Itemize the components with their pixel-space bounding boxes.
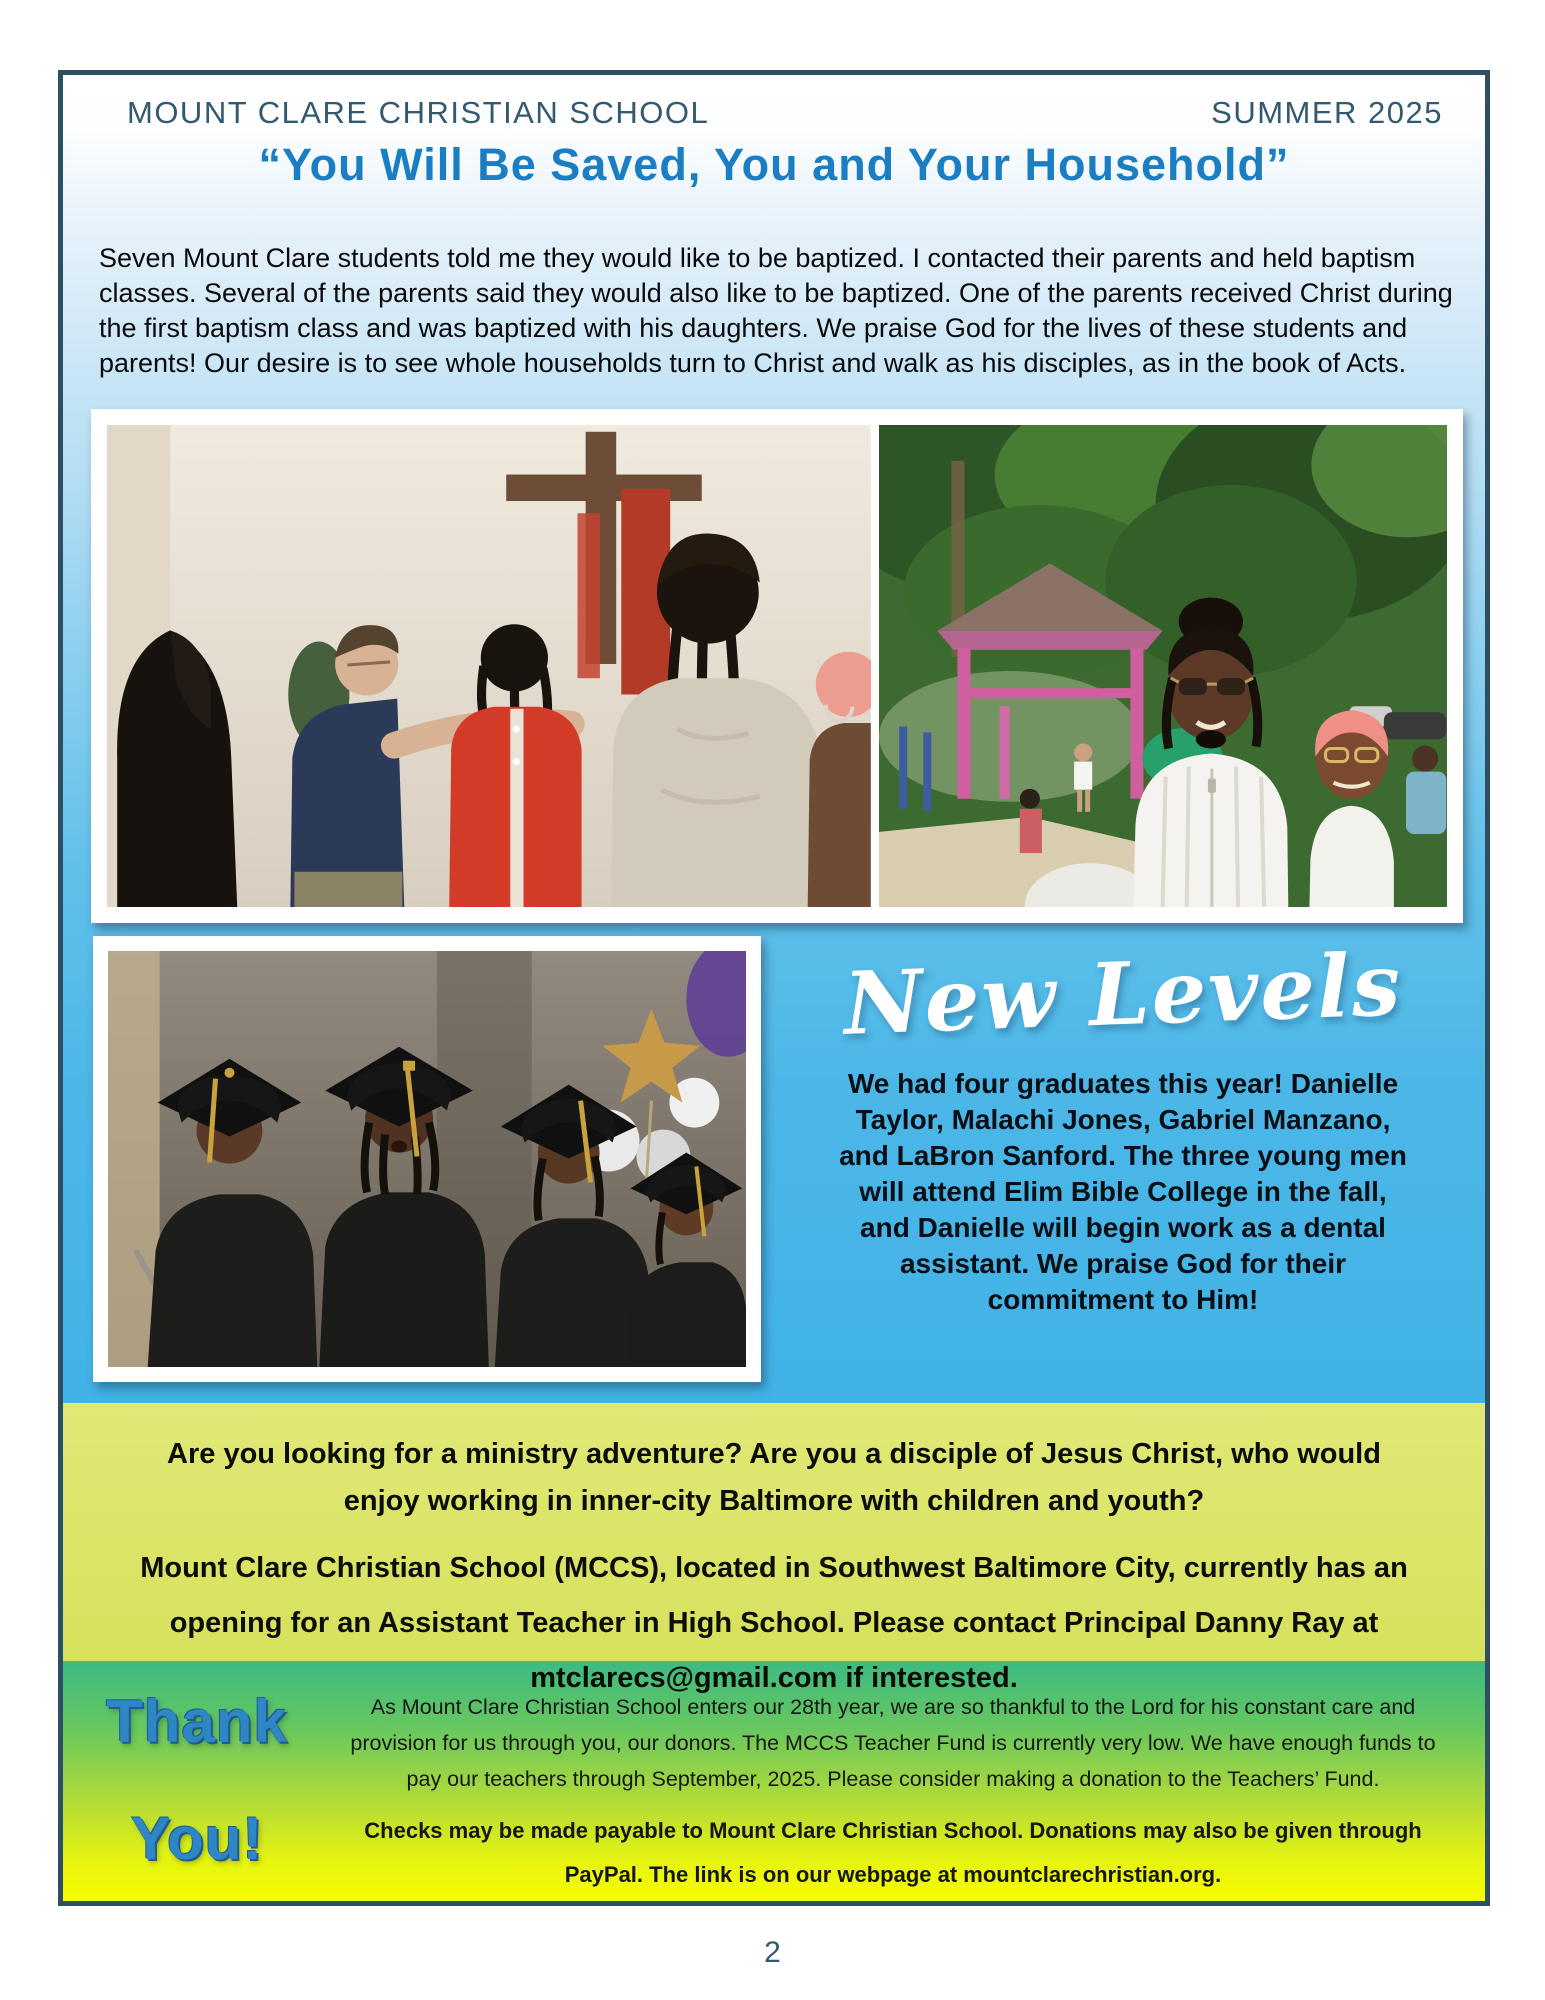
graduation-text-column bbox=[761, 936, 1485, 1382]
giving-instructions: Checks may be made payable to Mount Clare Christian School. Donations may also be given through PayPal. The link is on our webpage at mountclarechristian.org. bbox=[364, 1818, 1422, 1887]
baptism-class-photo-graphic bbox=[107, 425, 871, 907]
masthead bbox=[63, 75, 1485, 131]
baptism-outdoor-photo-graphic bbox=[879, 425, 1447, 907]
graduates-photo bbox=[93, 936, 761, 1382]
graduates-photo-graphic bbox=[108, 951, 746, 1367]
graduation-section bbox=[63, 936, 1485, 1382]
baptism-outdoor-photo bbox=[879, 425, 1447, 907]
thank-you-title bbox=[63, 1661, 331, 1901]
job-opening-details: Mount Clare Christian School (MCCS), located in Southwest Baltimore City, currently has an opening for an Assistant Teacher in High School. Please contact Principal Danny Ray at mtclarecs@gmail.com if interested. bbox=[140, 1552, 1408, 1694]
baptism-photo-collage bbox=[91, 409, 1463, 923]
job-opening-panel bbox=[63, 1403, 1485, 1694]
new-levels-heading: New Levels bbox=[842, 934, 1404, 1055]
issue-label: SUMMER 2025 bbox=[1211, 95, 1443, 130]
baptism-class-photo bbox=[107, 425, 871, 907]
ministry-question: Are you looking for a ministry adventure? Are you a disciple of Jesus Christ, who would enjoy working in inner-city Baltimore with children and youth? bbox=[167, 1438, 1381, 1517]
feature-section bbox=[63, 75, 1485, 1403]
intro-paragraph: Seven Mount Clare students told me they would like to be baptized. I contacted their parents and held baptism classes. Several of the parents said they would also like to be baptized. One of the parents received Christ during the first baptism class and was baptized with his daughters. We praise God for the lives of these students and parents! Our desire is to see whole households turn to Christ and walk as his disciples, as in the book of Acts. bbox=[99, 243, 1453, 378]
donor-message: As Mount Clare Christian School enters our 28th year, we are so thankful to the Lord for his constant care and provision for us through you, our donors. The MCCS Teacher Fund is currently very low. We have enough funds to pay our teachers through September, 2025. Please consider making a donation to the Teachers’ Fund. bbox=[350, 1695, 1436, 1791]
you-word: You! bbox=[130, 1805, 264, 1872]
thank-word: Thank bbox=[106, 1688, 288, 1755]
school-name: MOUNT CLARE CHRISTIAN SCHOOL bbox=[127, 95, 710, 130]
graduation-paragraph: We had four graduates this year! Danielle Taylor, Malachi Jones, Gabriel Manzano, and LaBron Sanford. The three young men will attend Elim Bible College in the fall, and Danielle will begin work as a dental assistant. We praise God for their commitment to Him! bbox=[839, 1068, 1407, 1316]
newsletter-border-frame bbox=[58, 70, 1490, 1906]
thank-you-text-column bbox=[331, 1661, 1485, 1901]
page-title: “You Will Be Saved, You and Your Household” bbox=[258, 139, 1290, 190]
thank-you-panel bbox=[63, 1661, 1485, 1901]
page-number: 2 bbox=[764, 1936, 781, 1969]
